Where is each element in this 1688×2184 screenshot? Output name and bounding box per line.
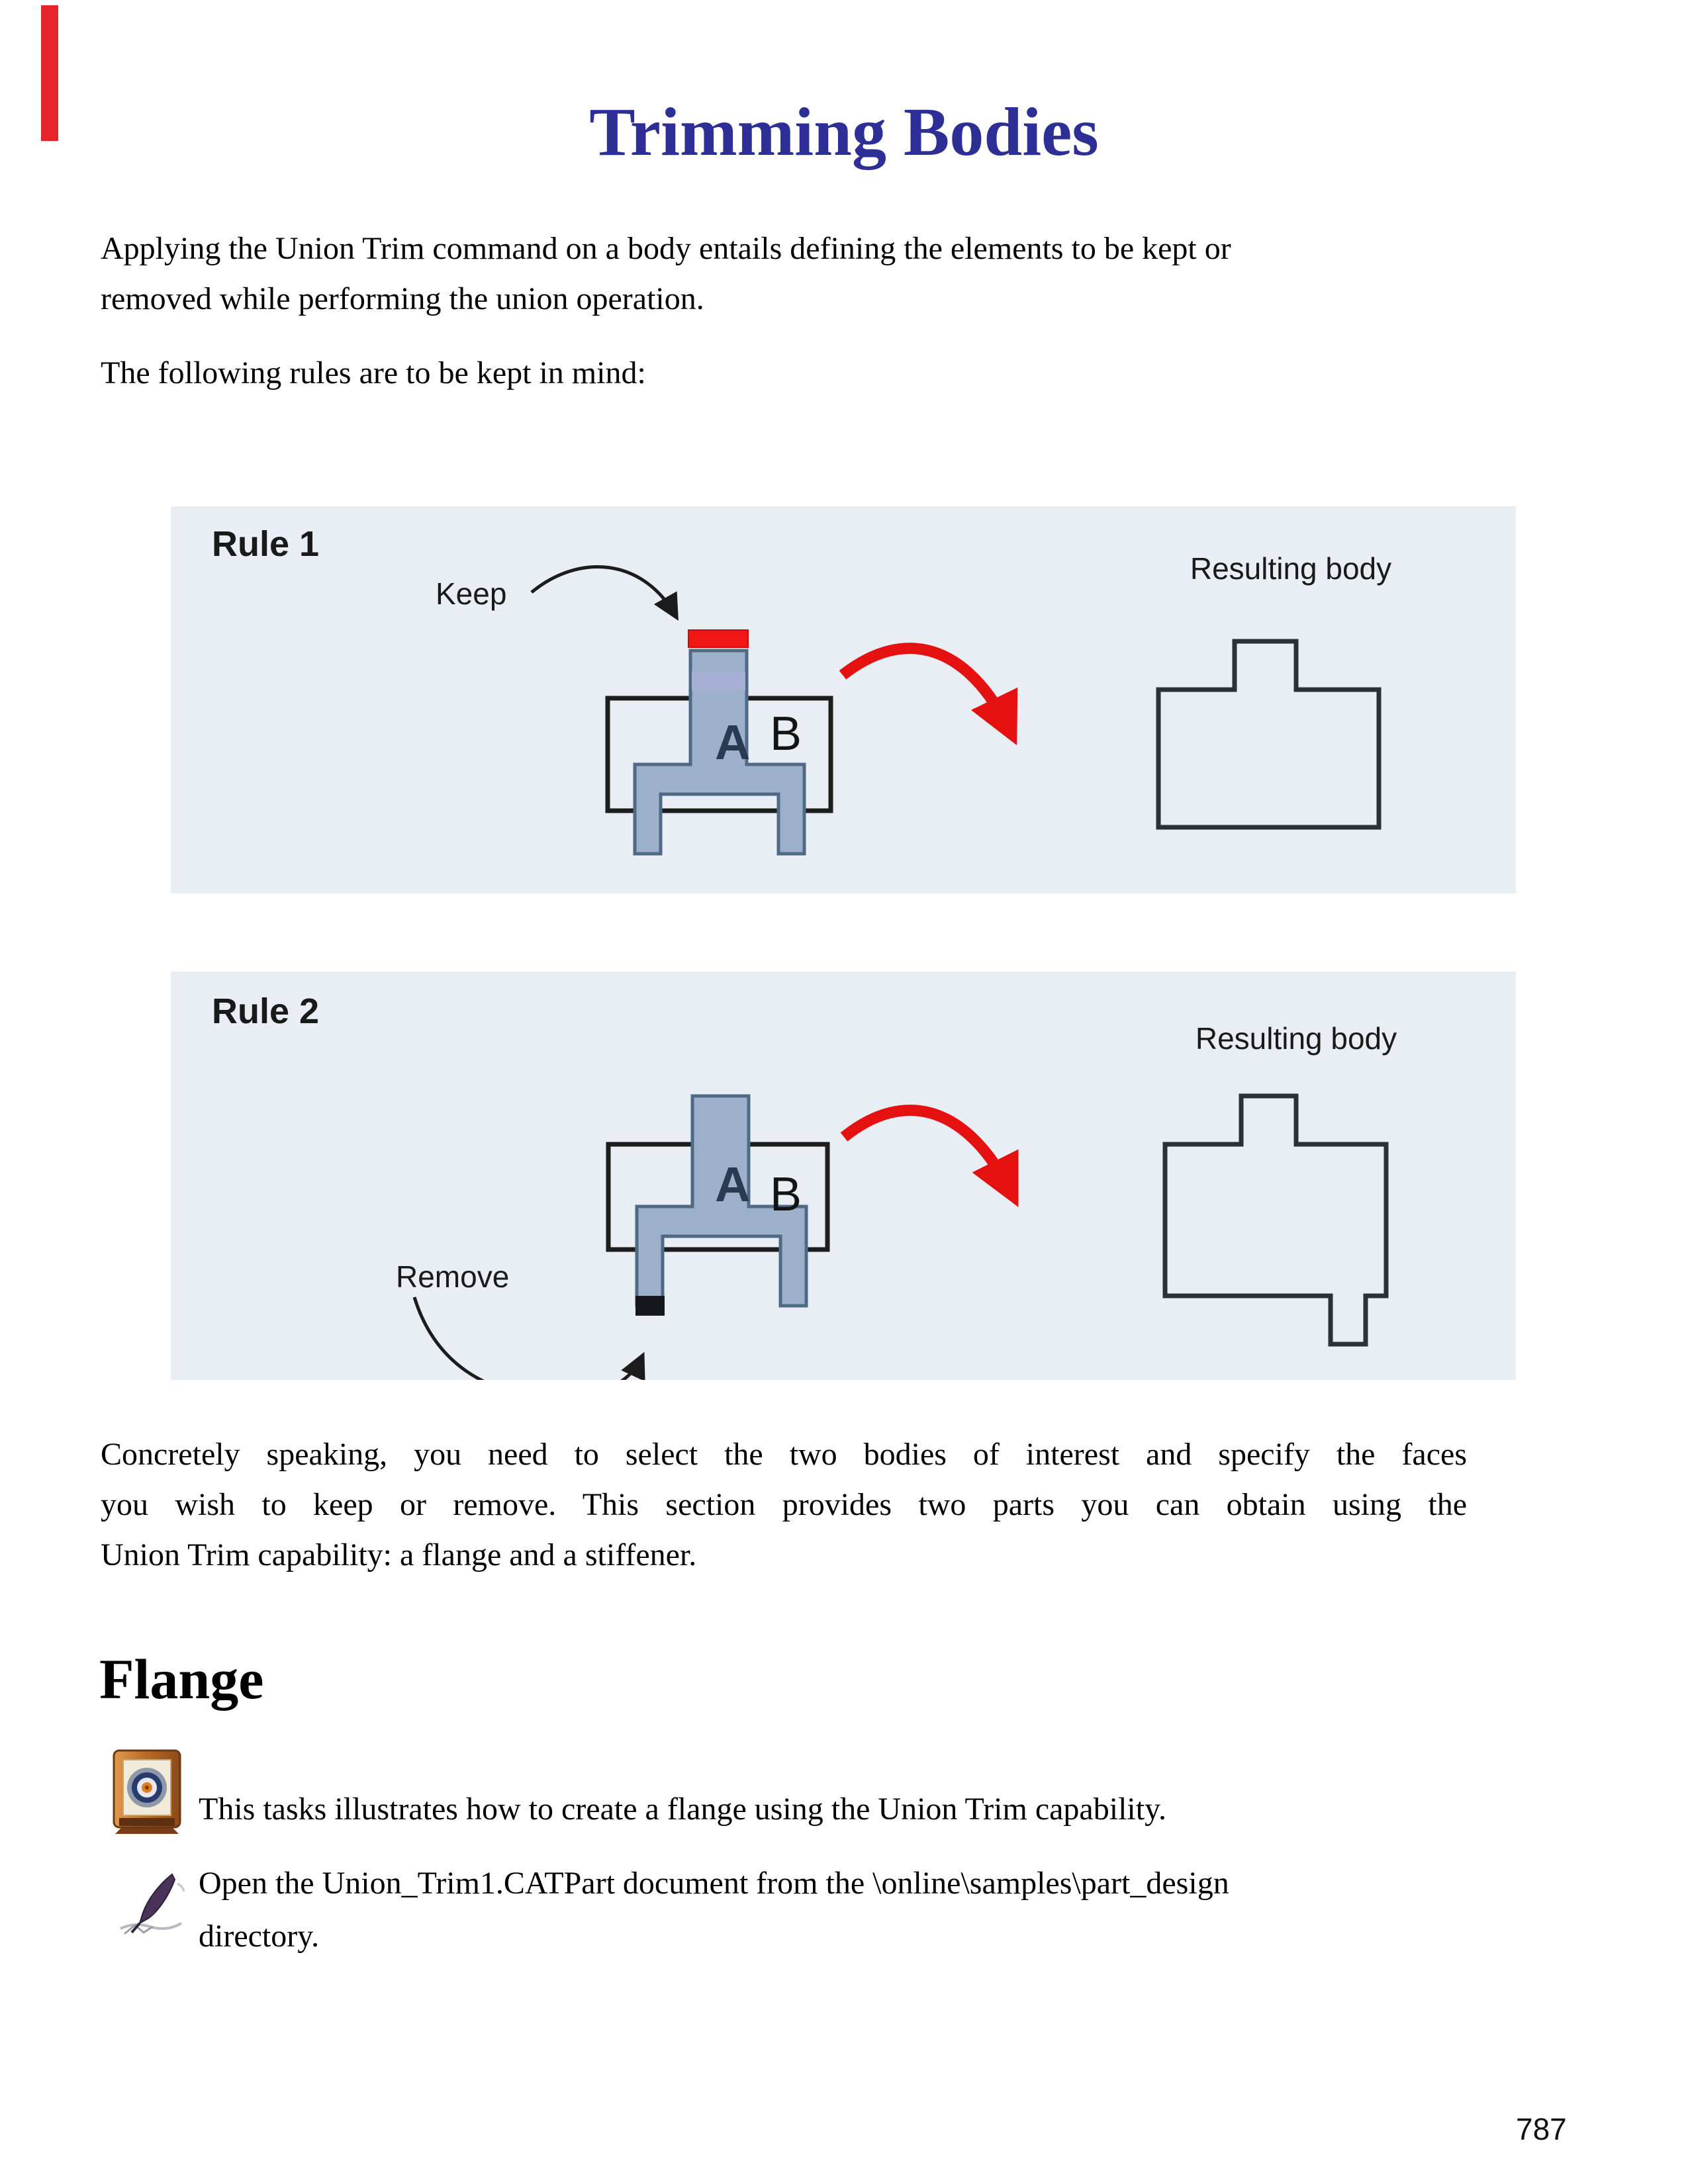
page-number: 787 [1516,2112,1567,2146]
rule2-label: Rule 2 [212,991,320,1031]
intro-line-1: Applying the Union Trim command on a body entails defining the elements to be kept or [101,231,1231,266]
concretely-line-2: you wish to keep or remove. This section provides two parts you can obtain using the [101,1487,1467,1522]
rule2-resulting-label: Resulting body [1195,1021,1397,1056]
rule2-red-arrow-icon [844,1111,1011,1193]
rule1-label: Rule 1 [212,524,320,564]
flange-heading: Flange [99,1647,264,1711]
rule2-body-a-label: A [715,1157,751,1212]
rule1-body-a-label: A [715,715,751,770]
concretely-line-1: Concretely speaking, you need to select the two bodies of interest and specify the faces [101,1437,1467,1472]
remove-arrow-icon [414,1297,642,1380]
rule1-body-a-band [692,672,745,690]
rule1-keep-label: Keep [436,576,507,611]
rule2-remove-label: Remove [396,1259,510,1294]
open-instruction-line-2: directory. [199,1919,320,1954]
rules-intro-paragraph [101,348,1467,398]
remove-face-highlight [635,1296,665,1316]
keep-arrow-icon [532,567,676,616]
rule1-resulting-label: Resulting body [1190,551,1392,586]
rule1-figure [171,506,1516,893]
rules-intro-line: The following rules are to be kept in mind: [101,355,646,390]
task-description: This tasks illustrates how to create a flange using the Union Trim capability. [199,1792,1166,1827]
intro-line-2: removed while performing the union operation. [101,281,704,316]
target-task-icon [110,1749,184,1836]
open-instruction [199,1857,1229,1963]
open-document-quill-icon [114,1865,188,1942]
page-title: Trimming Bodies [589,94,1099,170]
intro-paragraph [101,224,1467,324]
concretely-paragraph [101,1430,1467,1580]
open-instruction-line-1: Open the Union_Trim1.CATPart document from the \online\samples\part_design [199,1866,1229,1901]
rule1-result-shape [1158,641,1379,827]
rule2-figure [171,972,1516,1380]
concretely-line-3: Union Trim capability: a flange and a stiffener. [101,1537,697,1572]
rule2-result-shape [1165,1096,1386,1344]
rule2-diagram [171,972,1516,1380]
rule1-body-b-label: B [770,707,802,760]
keep-face-highlight [688,630,748,647]
rule1-red-arrow-icon [843,649,1010,731]
rule2-body-b-label: B [770,1168,802,1221]
rule1-diagram [171,506,1516,893]
